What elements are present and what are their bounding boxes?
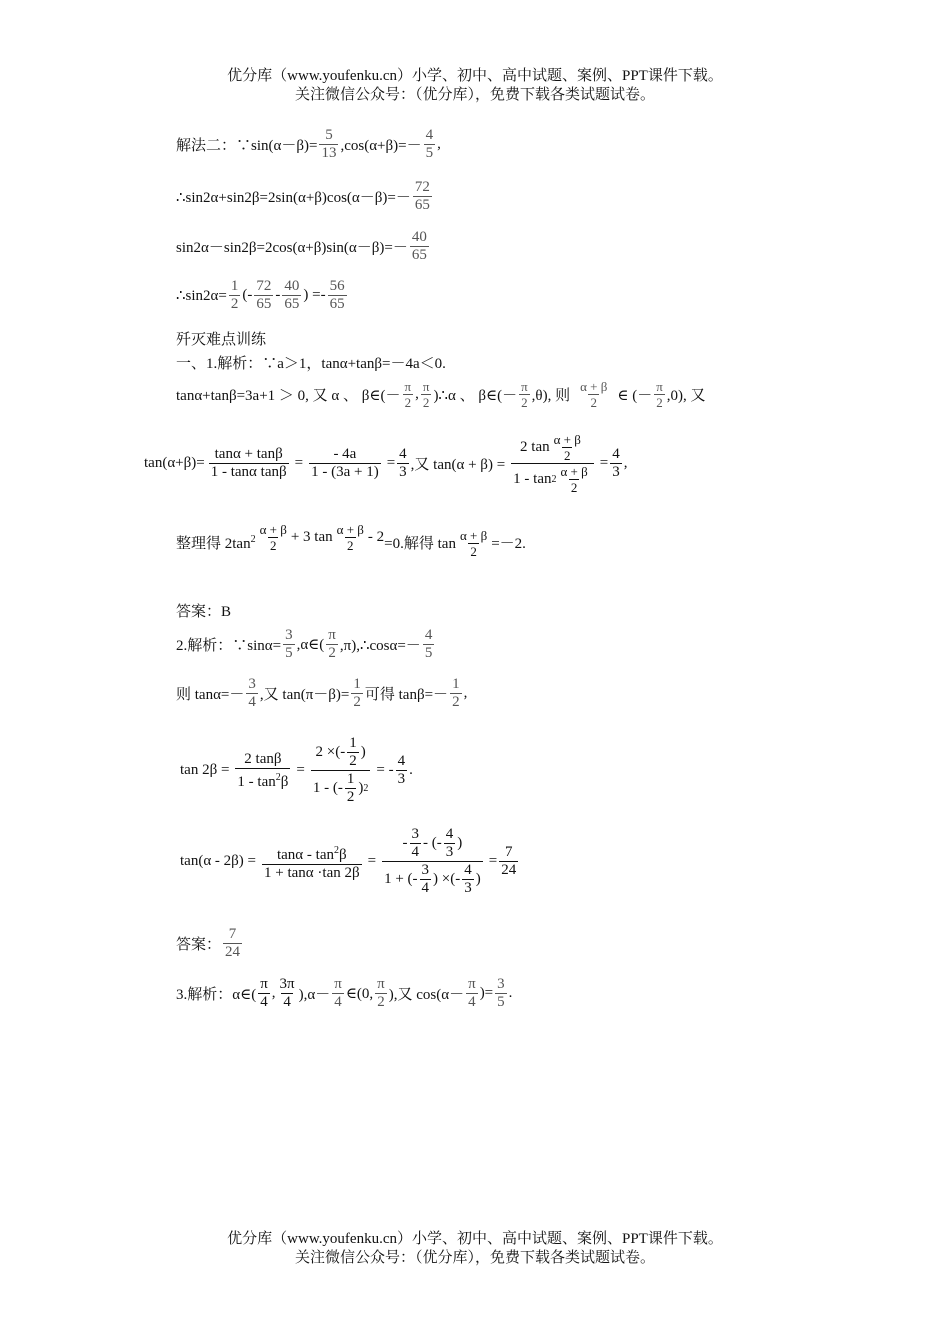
den: 13 (321, 145, 337, 161)
text: tan(α+β)= (144, 455, 205, 471)
num: 40 (411, 229, 427, 245)
num (518, 432, 587, 463)
footer-line-2: 关注微信公众号：（优分库），免费下载各类试题试卷。 (294, 1250, 655, 1266)
num: 3 (248, 676, 256, 692)
fraction (278, 976, 297, 1011)
text: tan(α - 2β) = (180, 853, 257, 869)
text: ∈ (－ (617, 388, 653, 404)
text: , (463, 685, 468, 701)
den: 4 (248, 694, 256, 710)
header-line-2: 关注微信公众号：（优分库），免费下载各类试题试卷。 (294, 87, 655, 103)
header-line-1: 优分库（www.youfenku.cn）小学、初中、高中试题、案例、PPT课件下载。 (227, 68, 723, 84)
text: 3.解析：α∈( (176, 987, 257, 1003)
num: 56 (329, 278, 345, 294)
den: 3 (445, 844, 454, 860)
num: 7 (228, 926, 237, 942)
den (235, 768, 290, 791)
q1-line-3 (144, 432, 627, 495)
text: = (296, 762, 305, 778)
poly (256, 522, 385, 553)
num: 3 (285, 627, 293, 643)
num: α + β (459, 528, 488, 543)
fraction (519, 379, 530, 410)
text: + 3 tan (290, 529, 333, 545)
text: 2.解析：∵sinα= (176, 638, 282, 654)
fraction (495, 976, 507, 1011)
num: 72 (414, 179, 430, 195)
num: π (468, 976, 476, 992)
text: ) (358, 780, 364, 796)
text: = (599, 455, 609, 471)
den: 3 (399, 464, 407, 480)
den: 4 (468, 994, 476, 1010)
fraction (283, 627, 295, 662)
exponent: 2 (275, 771, 281, 783)
den: 2 (404, 395, 412, 410)
exponent: 2 (250, 534, 256, 545)
den: 1 - tanα tanβ (210, 464, 287, 480)
fraction (345, 771, 357, 806)
text: tan 2β = (180, 762, 230, 778)
den: 2 (570, 480, 578, 495)
den: 2 (656, 395, 663, 410)
text: = - (376, 762, 394, 778)
text: - 2 (367, 529, 385, 545)
text: ,π),∴cosα=－ (339, 638, 421, 654)
fraction (410, 826, 422, 861)
num: - 4a (333, 446, 357, 462)
text: . (409, 762, 413, 778)
num: α + β (336, 522, 364, 537)
num: 3π (279, 976, 295, 992)
num: 3 (497, 976, 505, 992)
num: α + β (580, 379, 608, 394)
text: ) (457, 835, 463, 851)
den: 2 (269, 538, 277, 553)
num (401, 826, 465, 861)
text: )= (479, 985, 494, 1001)
num: π (404, 379, 412, 394)
q1-intro: 一、1.解析：∵a＞1，tanα+tanβ=－4a＜0. (176, 356, 446, 372)
den: 3 (612, 464, 620, 480)
den: 2 (377, 994, 385, 1010)
den: 4 (411, 844, 420, 860)
fraction (262, 842, 362, 882)
fraction (450, 676, 462, 711)
den: 65 (256, 296, 272, 312)
num: α + β (259, 522, 287, 537)
exponent: 2 (551, 474, 557, 485)
text: , (415, 386, 419, 402)
fraction (499, 844, 518, 879)
den: 2 (521, 395, 528, 410)
text: 答案： (176, 937, 222, 953)
text: ),α－ (298, 987, 331, 1003)
num (275, 842, 349, 864)
fraction (403, 379, 414, 410)
num: α + β (553, 432, 581, 447)
num: 5 (325, 127, 333, 143)
num: 72 (256, 278, 272, 294)
fraction (347, 735, 359, 770)
num: π (422, 379, 430, 394)
text: ∴sin2α+sin2β=2sin(α+β)cos(α－β)=－ (176, 190, 411, 206)
fraction (410, 229, 429, 264)
q2-line-4 (180, 826, 520, 897)
den: 5 (497, 994, 505, 1010)
sol2-line-1 (176, 127, 441, 162)
fraction (326, 627, 338, 662)
fraction (209, 446, 289, 481)
fraction (444, 826, 456, 861)
fraction (375, 976, 387, 1011)
fraction (552, 432, 583, 463)
fraction (282, 278, 301, 313)
den: 65 (414, 197, 430, 213)
den: 2 (563, 448, 571, 463)
den: 4 (260, 994, 268, 1010)
fraction (462, 862, 474, 897)
num: 4 (464, 862, 472, 878)
text: ,cos(α+β)=－ (340, 138, 422, 154)
den: 5 (424, 645, 433, 661)
den (382, 861, 483, 897)
text: ),又 cos(α－ (388, 987, 465, 1003)
fraction (335, 522, 366, 553)
fraction (578, 379, 609, 410)
text: - (275, 287, 281, 303)
text: ,又 tan(π－β)= (259, 687, 350, 703)
sol2-line-4 (176, 278, 349, 313)
fraction (458, 528, 489, 559)
num: tanα + tanβ (214, 446, 283, 462)
fraction (254, 278, 273, 313)
num: 3 (421, 862, 430, 878)
text: 2 ×(- (315, 744, 346, 760)
fraction (382, 826, 483, 897)
text: = (294, 455, 304, 471)
den: 4 (334, 994, 342, 1010)
text: 整理得 2tan (176, 536, 251, 552)
text: =－2. (491, 536, 526, 552)
den: 2 (230, 296, 239, 312)
fraction (423, 627, 435, 662)
footer-line-1: 优分库（www.youfenku.cn）小学、初中、高中试题、案例、PPT课件下载。 (227, 1231, 723, 1247)
num (314, 735, 368, 770)
num: 4 (445, 826, 454, 842)
text: = (488, 853, 498, 869)
text: = (367, 853, 377, 869)
den: 2 (347, 538, 354, 553)
den (311, 770, 371, 806)
num: π (521, 379, 528, 394)
text: , (623, 455, 628, 471)
text: ,θ), 则 (531, 388, 571, 404)
text: 1 - (- (312, 780, 343, 796)
text: ) =- (303, 287, 326, 303)
text: tanα+tanβ=3a+1 ＞ 0, 又 α 、 β∈(－ (176, 388, 401, 404)
sol2-line-3 (176, 229, 431, 264)
text: 2 tan (520, 439, 550, 455)
text: ∈(0, (345, 986, 374, 1002)
q2-line-3 (180, 735, 413, 806)
fraction (258, 522, 289, 553)
text: tanα - tan (276, 846, 334, 863)
fraction (610, 446, 622, 481)
num: π (328, 627, 336, 643)
text: . (508, 985, 513, 1001)
num: 4 (425, 127, 434, 143)
text: = (386, 455, 396, 471)
num: π (377, 976, 385, 992)
sol2-line-2 (176, 179, 434, 214)
fraction (229, 278, 241, 313)
q1-line-4 (176, 522, 526, 559)
exponent: 2 (334, 844, 339, 856)
den: 4 (421, 880, 430, 896)
text: 解法二：∵sin(α－β)= (176, 138, 318, 154)
text: , (271, 985, 276, 1001)
text: 1 - tan (513, 471, 552, 487)
text: 可得 tanβ=－ (364, 687, 449, 703)
text: β (339, 846, 347, 863)
den: 3 (464, 880, 472, 896)
num: π (260, 976, 268, 992)
den: 5 (425, 145, 434, 161)
text: )∴α 、 β∈(－ (433, 388, 518, 404)
fraction (332, 976, 344, 1011)
num: 1 (353, 676, 361, 692)
num: α + β (560, 464, 588, 479)
fraction (420, 862, 432, 897)
fraction (351, 676, 363, 711)
q2-answer (176, 926, 244, 961)
fraction (413, 179, 432, 214)
text: ) ×(- (433, 871, 461, 887)
fraction (328, 278, 347, 313)
exponent: 2 (363, 783, 369, 794)
q2-line-1 (176, 627, 436, 662)
fraction (396, 753, 408, 788)
page-footer (0, 1230, 950, 1268)
fraction (511, 432, 594, 495)
num: 1 (349, 735, 357, 751)
num: 1 (230, 278, 239, 294)
fraction (311, 735, 371, 806)
text: 1 - tan (237, 773, 276, 790)
den: 2 (353, 694, 361, 710)
den: 24 (225, 944, 241, 960)
text: sin2α－sin2β=2cos(α+β)sin(α－β)=－ (176, 240, 408, 256)
fraction (223, 926, 242, 961)
num: 4 (612, 446, 620, 462)
fraction (258, 976, 270, 1011)
den: 24 (501, 862, 517, 878)
text: ∴sin2α= (176, 288, 227, 304)
fraction (654, 379, 665, 410)
den: 65 (411, 247, 427, 263)
page-header (0, 67, 950, 105)
fraction (397, 446, 409, 481)
text: (- (242, 287, 253, 303)
text: - (- (423, 835, 442, 851)
den: 5 (285, 645, 293, 661)
text: , (437, 136, 441, 152)
den: 2 (346, 789, 355, 805)
fraction (319, 127, 338, 162)
den: 65 (284, 296, 300, 312)
num: 3 (411, 826, 420, 842)
text: 则 tanα=－ (176, 687, 245, 703)
text: ,0), 又 (666, 388, 706, 404)
q3-line-1 (176, 976, 512, 1011)
den: 2 (452, 694, 460, 710)
section-title: 歼灭难点训练 (176, 332, 267, 348)
num: 4 (399, 446, 407, 462)
den: 1 - (3a + 1) (311, 464, 379, 480)
fraction (421, 379, 432, 410)
den: 2 (349, 753, 357, 769)
text: - (402, 835, 408, 851)
num: π (656, 379, 663, 394)
fraction (466, 976, 478, 1011)
q1-line-2 (176, 379, 706, 410)
text: ) (360, 744, 366, 760)
den (511, 463, 594, 495)
text: ,又 tan(α + β) = (410, 457, 506, 473)
num: 1 (346, 771, 355, 787)
den: 2 (422, 395, 430, 410)
den: 2 (470, 544, 477, 559)
fraction (424, 127, 436, 162)
num: 2 tanβ (244, 750, 282, 767)
den: 2 (328, 645, 336, 661)
text-group (176, 532, 256, 553)
fraction (246, 676, 258, 711)
q1-answer: 答案：B (176, 604, 232, 620)
num: 1 (452, 676, 460, 692)
fraction (309, 446, 381, 481)
den: 1 + tanα ·tan 2β (264, 864, 360, 881)
den: 2 (590, 395, 597, 410)
text: ,α∈( (296, 637, 325, 653)
text: β (280, 773, 289, 790)
q2-line-2 (176, 676, 467, 711)
num: 4 (397, 753, 406, 769)
text: 1 + (- (384, 871, 418, 887)
text: =0.解得 tan (384, 536, 456, 552)
den: 3 (397, 771, 406, 787)
text: ) (475, 871, 481, 887)
num: 7 (504, 844, 513, 860)
fraction (558, 464, 589, 495)
num: 4 (424, 627, 433, 643)
fraction (235, 751, 290, 791)
den: 4 (283, 994, 291, 1010)
den: 65 (329, 296, 345, 312)
num: π (334, 976, 342, 992)
num: 40 (284, 278, 300, 294)
